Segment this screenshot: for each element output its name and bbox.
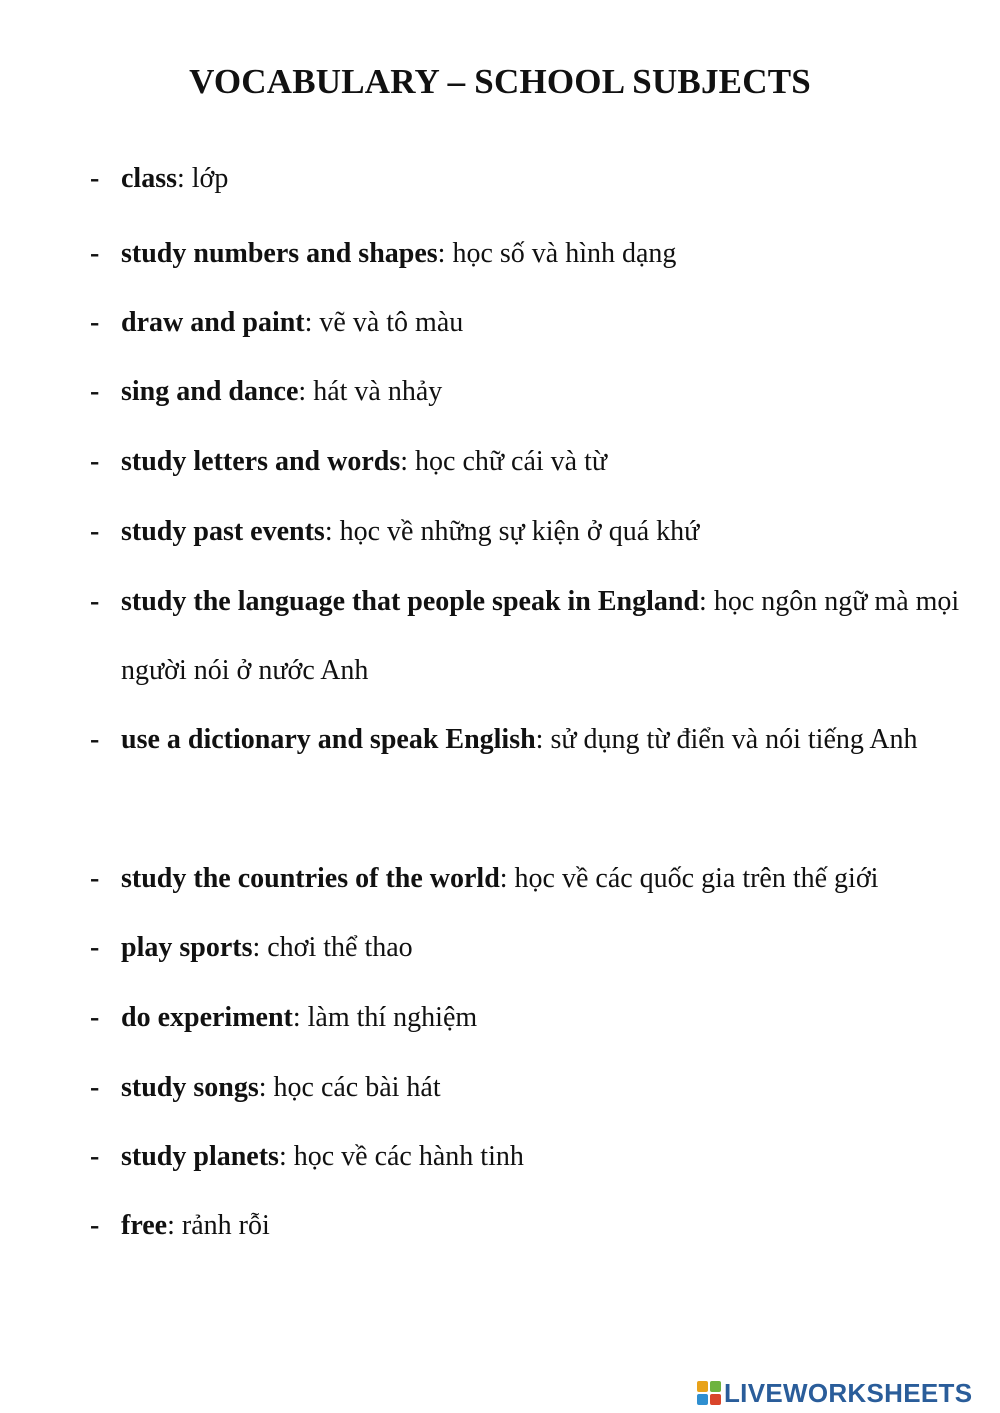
vocab-meaning: lớp xyxy=(191,163,229,194)
bullet-dash: - xyxy=(90,307,100,338)
bullet-dash: - xyxy=(90,863,100,894)
liveworksheets-logo-icon xyxy=(697,1381,721,1405)
vocab-meaning: học ngôn ngữ mà mọi người nói ở nước Anh xyxy=(121,586,960,686)
watermark-text: LIVEWORKSHEETS xyxy=(724,1377,973,1408)
list-item: - do experiment: làm thí nghiệm xyxy=(90,983,960,1052)
list-item: - free: rảnh rỗi xyxy=(90,1191,960,1260)
bullet-dash: - xyxy=(90,376,100,407)
list-item: - study the language that people speak in England: học ngôn ngữ mà mọi người nói ở nước Anh xyxy=(90,567,960,705)
liveworksheets-watermark[interactable] xyxy=(697,1378,972,1408)
vocab-meaning: học về các hành tinh xyxy=(293,1141,524,1172)
bullet-dash: - xyxy=(90,724,100,755)
list-item: - draw and paint: vẽ và tô màu xyxy=(90,288,960,357)
vocab-term: study letters and words xyxy=(121,446,401,477)
vocab-term: play sports xyxy=(121,932,253,963)
page-title: VOCABULARY – SCHOOL SUBJECTS xyxy=(189,62,811,101)
bullet-dash: - xyxy=(90,1210,100,1241)
vocab-term: study the language that people speak in England xyxy=(121,586,700,617)
vocab-meaning: học về những sự kiện ở quá khứ xyxy=(339,516,700,547)
bullet-dash: - xyxy=(90,1072,100,1103)
vocab-meaning: rảnh rỗi xyxy=(181,1210,270,1241)
bullet-dash: - xyxy=(90,1002,100,1033)
vocab-term: class xyxy=(121,163,177,194)
list-item: - use a dictionary and speak English: sử dụng từ điển và nói tiếng Anh xyxy=(90,705,960,774)
bullet-dash: - xyxy=(90,446,100,477)
vocab-meaning: làm thí nghiệm xyxy=(307,1002,478,1033)
vocab-meaning: sử dụng từ điển và nói tiếng Anh xyxy=(550,724,918,755)
vocab-term: use a dictionary and speak English xyxy=(121,724,536,755)
bullet-dash: - xyxy=(90,163,100,194)
vocab-term: study the countries of the world xyxy=(121,863,500,894)
bullet-dash: - xyxy=(90,586,100,617)
bullet-dash: - xyxy=(90,238,100,269)
bullet-dash: - xyxy=(90,516,100,547)
bullet-dash: - xyxy=(90,1141,100,1172)
vocab-meaning: chơi thể thao xyxy=(267,932,413,963)
vocab-meaning: học về các quốc gia trên thế giới xyxy=(514,863,879,894)
vocab-meaning: vẽ và tô màu xyxy=(319,307,464,338)
list-item: - study numbers and shapes: học số và hình dạng xyxy=(90,219,960,288)
vocab-meaning: học số và hình dạng xyxy=(452,238,677,269)
vocab-term: study past events xyxy=(121,516,325,547)
vocab-meaning: học các bài hát xyxy=(273,1072,441,1103)
list-item: - study the countries of the world: học về các quốc gia trên thế giới xyxy=(90,844,960,913)
list-item: - study planets: học về các hành tinh xyxy=(90,1122,960,1191)
list-item: - play sports: chơi thể thao xyxy=(90,913,960,982)
vocab-term: study numbers and shapes xyxy=(121,238,438,269)
vocab-term: draw and paint xyxy=(121,307,305,338)
list-item: - study songs: học các bài hát xyxy=(90,1053,960,1122)
vocab-term: study songs xyxy=(121,1072,259,1103)
vocab-term: sing and dance xyxy=(121,376,299,407)
list-item: - study past events: học về những sự kiện ở quá khứ xyxy=(90,497,960,566)
bullet-dash: - xyxy=(90,932,100,963)
vocab-meaning: hát và nhảy xyxy=(313,376,443,407)
list-item: - study letters and words: học chữ cái và từ xyxy=(90,427,960,496)
list-item: - sing and dance: hát và nhảy xyxy=(90,357,960,426)
vocab-meaning: học chữ cái và từ xyxy=(415,446,608,477)
vocab-term: study planets xyxy=(121,1141,279,1172)
list-item: - class: lớp xyxy=(90,144,960,213)
vocab-term: free xyxy=(121,1210,168,1241)
vocab-term: do experiment xyxy=(121,1002,293,1033)
